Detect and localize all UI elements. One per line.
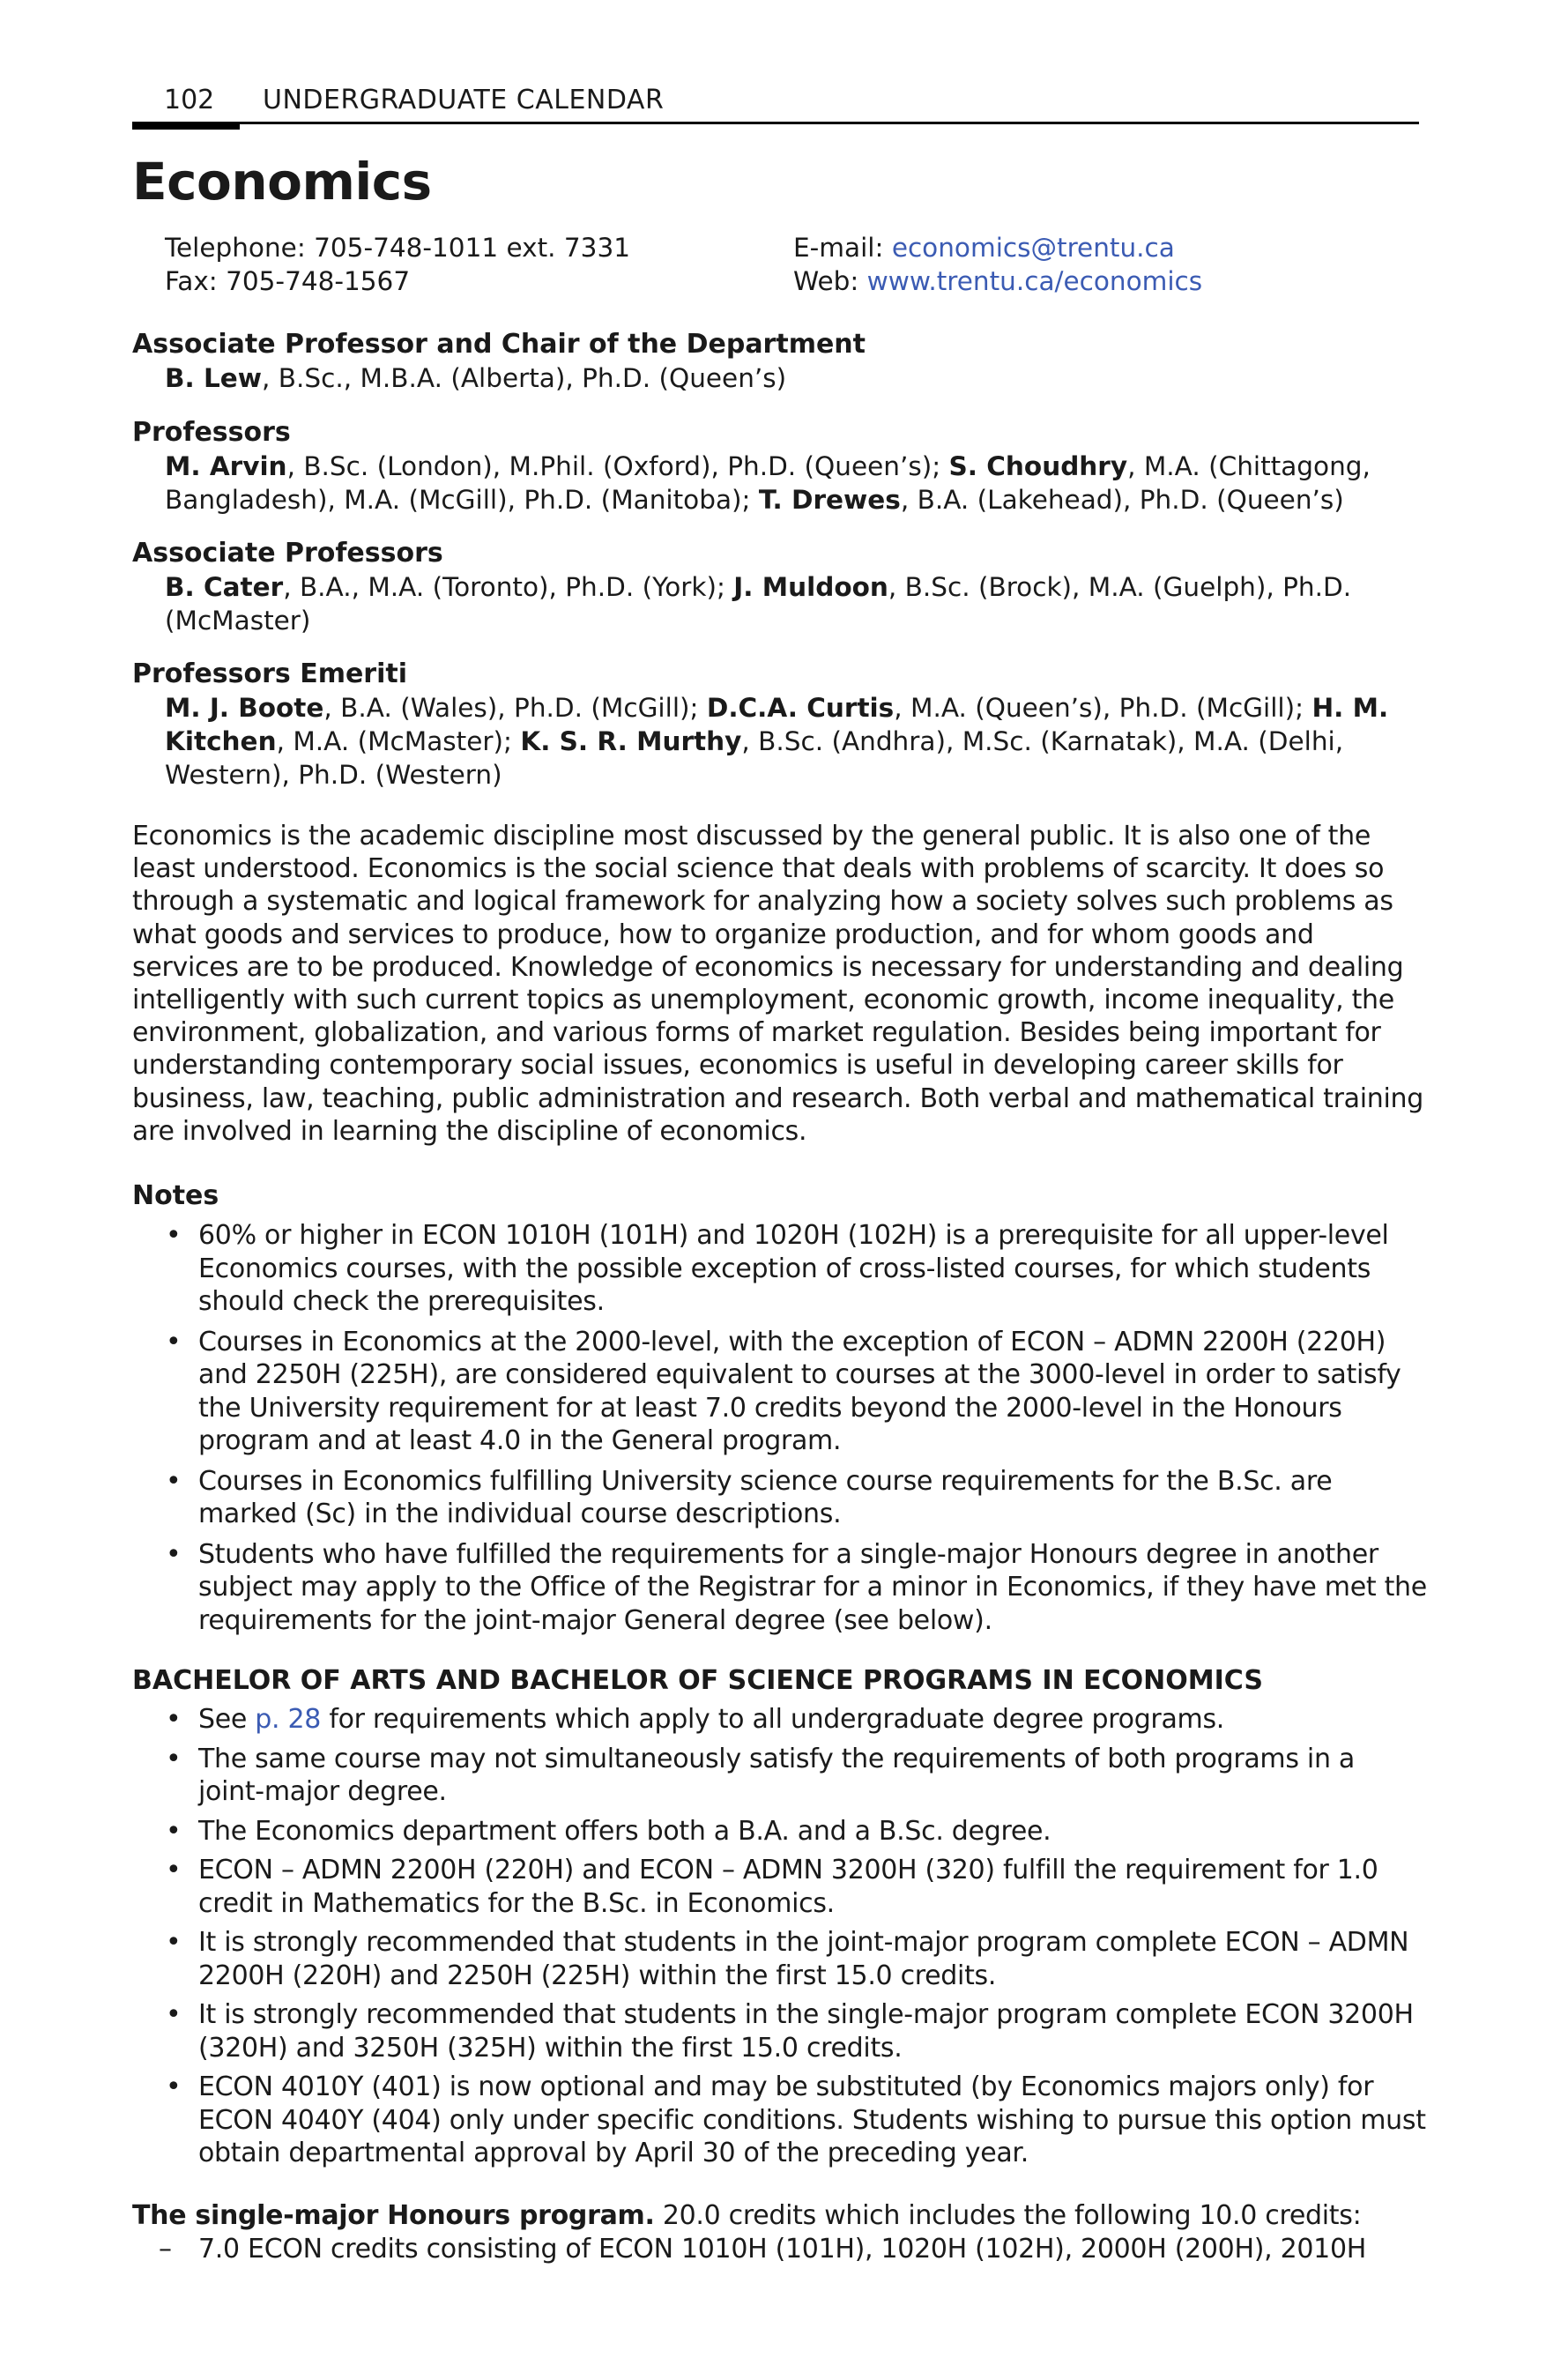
programs-heading: BACHELOR OF ARTS AND BACHELOR OF SCIENCE PROGRAMS IN ECONOMICS <box>132 1665 1263 1696</box>
list-item <box>132 1538 1428 1638</box>
bullet-icon: • <box>166 1704 182 1735</box>
list-item-text: 7.0 ECON credits consisting of ECON 1010H (101H), 1020H (102H), 2000H (200H), 2010H <box>198 2234 1366 2265</box>
list-item <box>132 1703 1428 1737</box>
page-title: Economics <box>132 152 432 212</box>
page-header <box>132 81 1419 124</box>
email-line <box>793 231 1202 264</box>
professors-heading: Professors <box>132 417 291 448</box>
list-item <box>132 1326 1428 1458</box>
honours-credits: 20.0 credits which includes the following 10.0 credits: <box>654 2200 1362 2231</box>
list-item <box>132 2071 1428 2170</box>
email-link[interactable]: economics@trentu.ca <box>891 233 1175 263</box>
faculty-credentials: , B.Sc., M.B.A. (Alberta), Ph.D. (Queen’s) <box>262 363 787 393</box>
faculty-credentials: , M.A. (McMaster); <box>276 726 521 756</box>
list-item-text: The Economics department offers both a B.A. and a B.Sc. degree. <box>198 1815 1051 1847</box>
professors-section <box>132 416 1419 517</box>
bullet-icon: • <box>166 1326 182 1357</box>
emeriti-heading: Professors Emeriti <box>132 658 408 689</box>
faculty-credentials: , B.Sc. (Andhra), M.Sc. (Karnatak), M.A. (Delhi, Western), Ph.D. (Western) <box>165 726 1344 790</box>
bullet-icon: • <box>166 2071 182 2102</box>
notes-list <box>132 1219 1428 1644</box>
honours-intro <box>132 2199 1428 2233</box>
contact-phone-block <box>165 231 630 298</box>
associates-heading: Associate Professors <box>132 538 443 569</box>
faculty-credentials: , M.A. (Queen’s), Ph.D. (McGill); <box>894 693 1312 723</box>
telephone: Telephone: 705-748-1011 ext. 7331 <box>165 233 630 263</box>
faculty-name: J. Muldoon <box>733 572 888 602</box>
list-item <box>132 2233 1428 2266</box>
list-item-text: It is strongly recommended that students in the joint-major program complete ECON – ADMN 2200H (220H) and 2250H (225H) within the first 15.0 credits. <box>198 1927 1409 1991</box>
page-link[interactable]: p. 28 <box>255 1704 322 1735</box>
emeriti-names <box>165 691 1434 792</box>
faculty-name: D.C.A. Curtis <box>706 693 895 723</box>
associates-names <box>165 570 1434 637</box>
faculty-credentials: , B.Sc. (London), M.Phil. (Oxford), Ph.D. (Queen’s); <box>286 451 949 481</box>
programs-list <box>132 1703 1428 2176</box>
notes-heading: Notes <box>132 1180 219 1211</box>
honours-section <box>132 2199 1428 2266</box>
faculty-name: M. J. Boote <box>165 693 324 723</box>
faculty-name: B. Cater <box>165 572 284 602</box>
honours-heading: The single-major Honours program. <box>132 2200 655 2231</box>
associates-section <box>132 537 1419 637</box>
running-head: UNDERGRADUATE CALENDAR <box>263 85 665 115</box>
faculty-credentials: , B.A., M.A. (Toronto), Ph.D. (York); <box>283 572 734 602</box>
list-item-text: It is strongly recommended that students in the single-major program complete ECON 3200H (320H) and 3250H (325H) within the first 15.0 credits. <box>198 1999 1414 2064</box>
web-label: Web: <box>793 266 867 296</box>
faculty-name: T. Drewes <box>758 485 901 515</box>
faculty-name: H. M. Kitchen <box>165 693 1389 756</box>
list-item-text: 60% or higher in ECON 1010H (101H) and 1020H (102H) is a prerequisite for all upper-level Economics courses, with the possible exception of cross-listed courses, for which students should check the prerequisites. <box>198 1220 1389 1317</box>
faculty-name: K. S. R. Murthy <box>520 726 742 756</box>
contact-web-block <box>793 231 1202 298</box>
see-prefix: See <box>198 1704 256 1735</box>
list-item <box>132 1998 1428 2064</box>
bullet-icon: • <box>166 1927 182 1958</box>
list-item <box>132 1465 1428 1531</box>
intro-paragraph: Economics is the academic discipline most discussed by the general public. It is also one of the least understood. Economics is the social science that deals with problems of scarcity. It does so through a systematic and logical framework for analyzing how a society solves such problems as what goods and services to produce, how to organize production, and for whom goods and services are to be produced. Knowledge of economics is necessary for understanding and dealing intelligently with such current topics as unemployment, economic growth, income inequality, the environment, globalization, and various forms of market regulation. Besides being important for understanding contemporary social issues, economics is useful in developing career skills for business, law, teaching, public administration and research. Both verbal and mathematical training are involved in learning the discipline of economics. <box>132 821 1423 1147</box>
dash-icon: – <box>159 2234 172 2265</box>
list-item-text: ECON – ADMN 2200H (220H) and ECON – ADMN 3200H (320) fulfill the requirement for 1.0 credit in Mathematics for the B.Sc. in Economics. <box>198 1855 1378 1919</box>
chair-section <box>132 328 1419 395</box>
email-label: E-mail: <box>793 233 892 263</box>
faculty-name: S. Choudhry <box>948 451 1128 481</box>
bullet-icon: • <box>166 1743 182 1774</box>
header-rule-tab <box>132 122 240 130</box>
professors-names <box>165 450 1434 517</box>
bullet-icon: • <box>166 1465 182 1497</box>
web-link[interactable]: www.trentu.ca/economics <box>866 266 1203 296</box>
faculty-name: B. Lew <box>165 363 263 393</box>
list-item <box>132 1743 1428 1809</box>
list-item-text: ECON 4010Y (401) is now optional and may be substituted (by Economics majors only) for ECON 4040Y (404) only under specific conditions. Students wishing to pursue this option must obtain departmental approval by April 30 of the preceding year. <box>198 2071 1426 2168</box>
fax: Fax: 705-748-1567 <box>165 266 411 296</box>
faculty-credentials: , B.Sc. (Brock), M.A. (Guelph), Ph.D. (McMaster) <box>165 572 1352 636</box>
faculty-credentials: , B.A. (Lakehead), Ph.D. (Queen’s) <box>900 485 1344 515</box>
bullet-icon: • <box>166 1538 182 1570</box>
faculty-name: M. Arvin <box>165 451 287 481</box>
bullet-icon: • <box>166 1815 182 1847</box>
list-item <box>132 1219 1428 1319</box>
chair-heading: Associate Professor and Chair of the Department <box>132 329 866 360</box>
list-item-text: The same course may not simultaneously satisfy the requirements of both programs in a joint-major degree. <box>198 1743 1355 1807</box>
emeriti-section <box>132 658 1419 792</box>
list-item-text: Courses in Economics fulfilling University science course requirements for the B.Sc. are marked (Sc) in the individual course descriptions. <box>198 1465 1333 1529</box>
list-item <box>132 1926 1428 1992</box>
list-item-text: Courses in Economics at the 2000-level, with the exception of ECON – ADMN 2200H (220H) and 2250H (225H), are considered equivalent to courses at the 3000-level in order to satisfy the University requirement for at least 7.0 credits beyond the 2000-level in the Honours program and at least 4.0 in the General program. <box>198 1326 1401 1456</box>
web-line <box>793 264 1202 298</box>
see-suffix: for requirements which apply to all undergraduate degree programs. <box>321 1704 1225 1735</box>
list-item <box>132 1854 1428 1920</box>
chair-names <box>165 361 1434 395</box>
page-number: 102 <box>164 85 215 115</box>
list-item-text: Students who have fulfilled the requirements for a single-major Honours degree in another subject may apply to the Office of the Registrar for a minor in Economics, if they have met the requirements for the joint-major General degree (see below). <box>198 1538 1427 1636</box>
faculty-credentials: , B.A. (Wales), Ph.D. (McGill); <box>323 693 707 723</box>
bullet-icon: • <box>166 1220 182 1251</box>
list-item <box>132 1815 1428 1848</box>
faculty-credentials: , M.A. (Chittagong, Bangladesh), M.A. (McGill), Ph.D. (Manitoba); <box>165 451 1371 515</box>
bullet-icon: • <box>166 1999 182 2030</box>
bullet-icon: • <box>166 1855 182 1885</box>
